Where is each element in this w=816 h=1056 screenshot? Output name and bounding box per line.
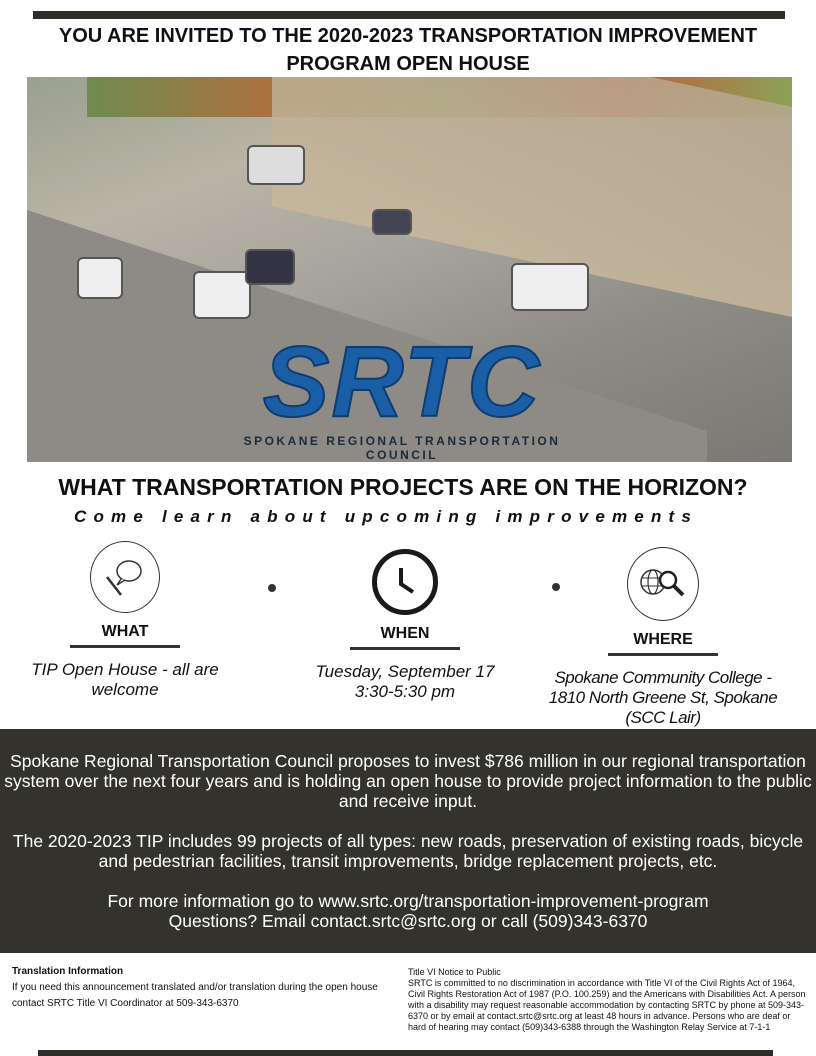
tagline: Come learn about upcoming improvements [74, 507, 699, 526]
bullet-dot [268, 584, 276, 592]
clock-icon [372, 549, 438, 615]
info-panel [0, 729, 816, 953]
truck [247, 145, 305, 185]
van [511, 263, 589, 311]
where-text: Spokane Community College - 1810 North Greene St, Spokane (SCC Lair) [548, 668, 778, 727]
page-title: YOU ARE INVITED TO THE 2020-2023 TRANSPORTATION IMPROVEMENT PROGRAM OPEN HOUSE [58, 25, 758, 75]
speech-bubble-pen-icon [90, 541, 160, 613]
where-rule [608, 653, 718, 656]
when-text [300, 662, 510, 702]
what-label: WHAT [101, 623, 149, 640]
when-time: 3:30-5:30 pm [354, 682, 456, 701]
info-paragraph-1: Spokane Regional Transportation Council proposes to invest $786 million in our regional transportation system over the next four years and is holding an open house to provide project information to the public and receive input. [4, 751, 812, 811]
highway-photo [27, 77, 792, 462]
where-section [540, 547, 786, 728]
when-rule [350, 647, 460, 650]
translation-info [12, 964, 397, 1012]
car [193, 271, 251, 319]
srtc-logo [217, 326, 587, 462]
what-rule [70, 645, 180, 648]
info-contact[interactable]: Questions? Email contact.srtc@srtc.org or call (509)343-6370 [168, 911, 648, 931]
what-section [20, 541, 230, 700]
logo-text: SRTC [262, 326, 542, 438]
car [372, 209, 412, 235]
top-divider [33, 11, 785, 19]
translation-text: If you need this announcement translated and/or translation during the open house contact SRTC Title VI Coordinator at 509-343-6370 [12, 982, 378, 1009]
title-vi-text: SRTC is committed to no discrimination in accordance with Title VI of the Civil Rights Act of 1964, Civil Rights Restoration Act of 1987 (P.O. 100.259) and the Americans with Disabilities Act. A person with a disability may request reasonable accommodation by contacting SRTC by phone at 509-343-6370 or by email at contact.srtc@srtc.org at least 48 hours in advance. Persons who are deaf or hard of hearing may contact (509)343-6388 through the Washington Relay Service at 7-1-1 [408, 978, 806, 1032]
logo-subtitle: SPOKANE REGIONAL TRANSPORTATION COUNCIL [217, 434, 587, 462]
translation-title: Translation Information [12, 966, 124, 977]
car [77, 257, 123, 299]
when-date: Tuesday, September 17 [315, 662, 495, 681]
car [245, 249, 295, 285]
info-website[interactable]: For more information go to www.srtc.org/transportation-improvement-program [107, 891, 709, 911]
when-label: WHEN [380, 625, 430, 642]
info-paragraph-2: The 2020-2023 TIP includes 99 projects of all types: new roads, preservation of existing roads, bicycle and pedestrian facilities, transit improvements, bridge replacement projects, etc. [12, 831, 804, 871]
title-vi-notice [408, 967, 808, 1033]
globe-search-icon [627, 547, 699, 621]
what-text: TIP Open House - all are welcome [31, 660, 219, 699]
when-section [300, 549, 510, 702]
headline: WHAT TRANSPORTATION PROJECTS ARE ON THE HORIZON? [58, 474, 748, 500]
where-label: WHERE [633, 631, 693, 648]
bottom-divider [38, 1050, 773, 1056]
title-vi-title: Title VI Notice to Public [408, 967, 501, 977]
